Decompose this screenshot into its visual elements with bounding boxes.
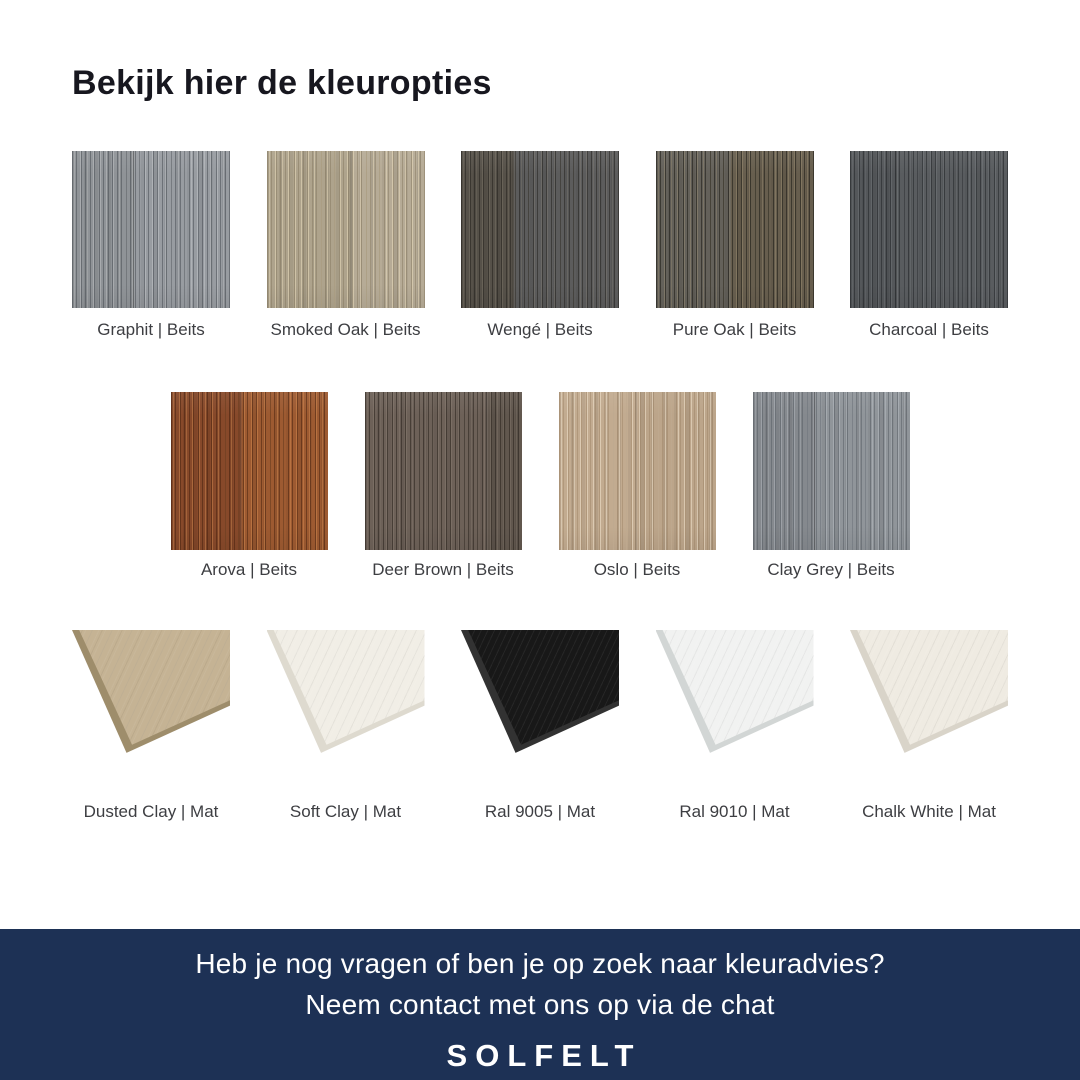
swatch-arova (171, 392, 328, 580)
swatch-image-oslo (559, 392, 716, 550)
swatch-label: Charcoal | Beits (869, 320, 989, 339)
swatch-label: Clay Grey | Beits (767, 560, 895, 579)
swatch-image-wenge (461, 151, 619, 308)
swatch-image-ral-9005 (461, 630, 619, 765)
swatch-deer-brown (365, 392, 522, 580)
panel-surface (850, 630, 1008, 765)
swatch-image-ral-9010 (656, 630, 814, 765)
swatch-label: Smoked Oak | Beits (270, 320, 421, 339)
beits-swatch-row-2 (0, 392, 1080, 580)
swatch-label: Chalk White | Mat (862, 802, 996, 821)
swatch-image-deer-brown (365, 392, 522, 550)
swatch-smoked-oak (267, 151, 425, 340)
swatch-image-soft-clay (267, 630, 425, 765)
swatch-label: Arova | Beits (200, 560, 298, 579)
swatch-image-chalk-white (850, 630, 1008, 765)
page-title: Bekijk hier de kleuropties (72, 64, 492, 102)
swatch-clay-grey (753, 392, 910, 580)
swatch-image-smoked-oak (267, 151, 425, 308)
beits-swatch-row-1 (72, 151, 1008, 340)
panel-surface (267, 630, 425, 765)
swatch-soft-clay (267, 630, 425, 822)
swatch-label: Dusted Clay | Mat (83, 802, 219, 821)
swatch-wenge (461, 151, 619, 340)
swatch-label: Ral 9005 | Mat (484, 802, 596, 821)
brand-logo: SOLFELT (446, 1038, 642, 1073)
panel-surface (72, 630, 230, 765)
panel-surface (656, 630, 814, 765)
swatch-graphit (72, 151, 230, 340)
swatch-image-graphit (72, 151, 230, 308)
swatch-image-dusted-clay (72, 630, 230, 765)
swatch-label: Pure Oak | Beits (672, 320, 797, 339)
swatch-image-clay-grey (753, 392, 910, 550)
banner-question-line: Heb je nog vragen of ben je op zoek naar kleuradvies? (195, 948, 885, 979)
swatch-image-pure-oak (656, 151, 814, 308)
swatch-oslo (559, 392, 716, 580)
swatch-ral-9010 (656, 630, 814, 822)
swatch-chalk-white (850, 630, 1008, 822)
swatch-charcoal (850, 151, 1008, 340)
banner-cta-line: Neem contact met ons op via de chat (305, 989, 775, 1020)
swatch-ral-9005 (461, 630, 619, 822)
swatch-label: Deer Brown | Beits (372, 560, 514, 579)
swatch-label: Graphit | Beits (97, 320, 205, 339)
contact-banner (0, 929, 1080, 1080)
mat-swatch-row (72, 630, 1008, 822)
swatch-pure-oak (656, 151, 814, 340)
swatch-label: Oslo | Beits (593, 560, 681, 579)
panel-surface (461, 630, 619, 765)
swatch-dusted-clay (72, 630, 230, 822)
swatch-label: Wengé | Beits (487, 320, 593, 339)
swatch-label: Soft Clay | Mat (289, 802, 402, 821)
swatch-label: Ral 9010 | Mat (679, 802, 790, 821)
swatch-image-charcoal (850, 151, 1008, 308)
swatch-image-arova (171, 392, 328, 550)
